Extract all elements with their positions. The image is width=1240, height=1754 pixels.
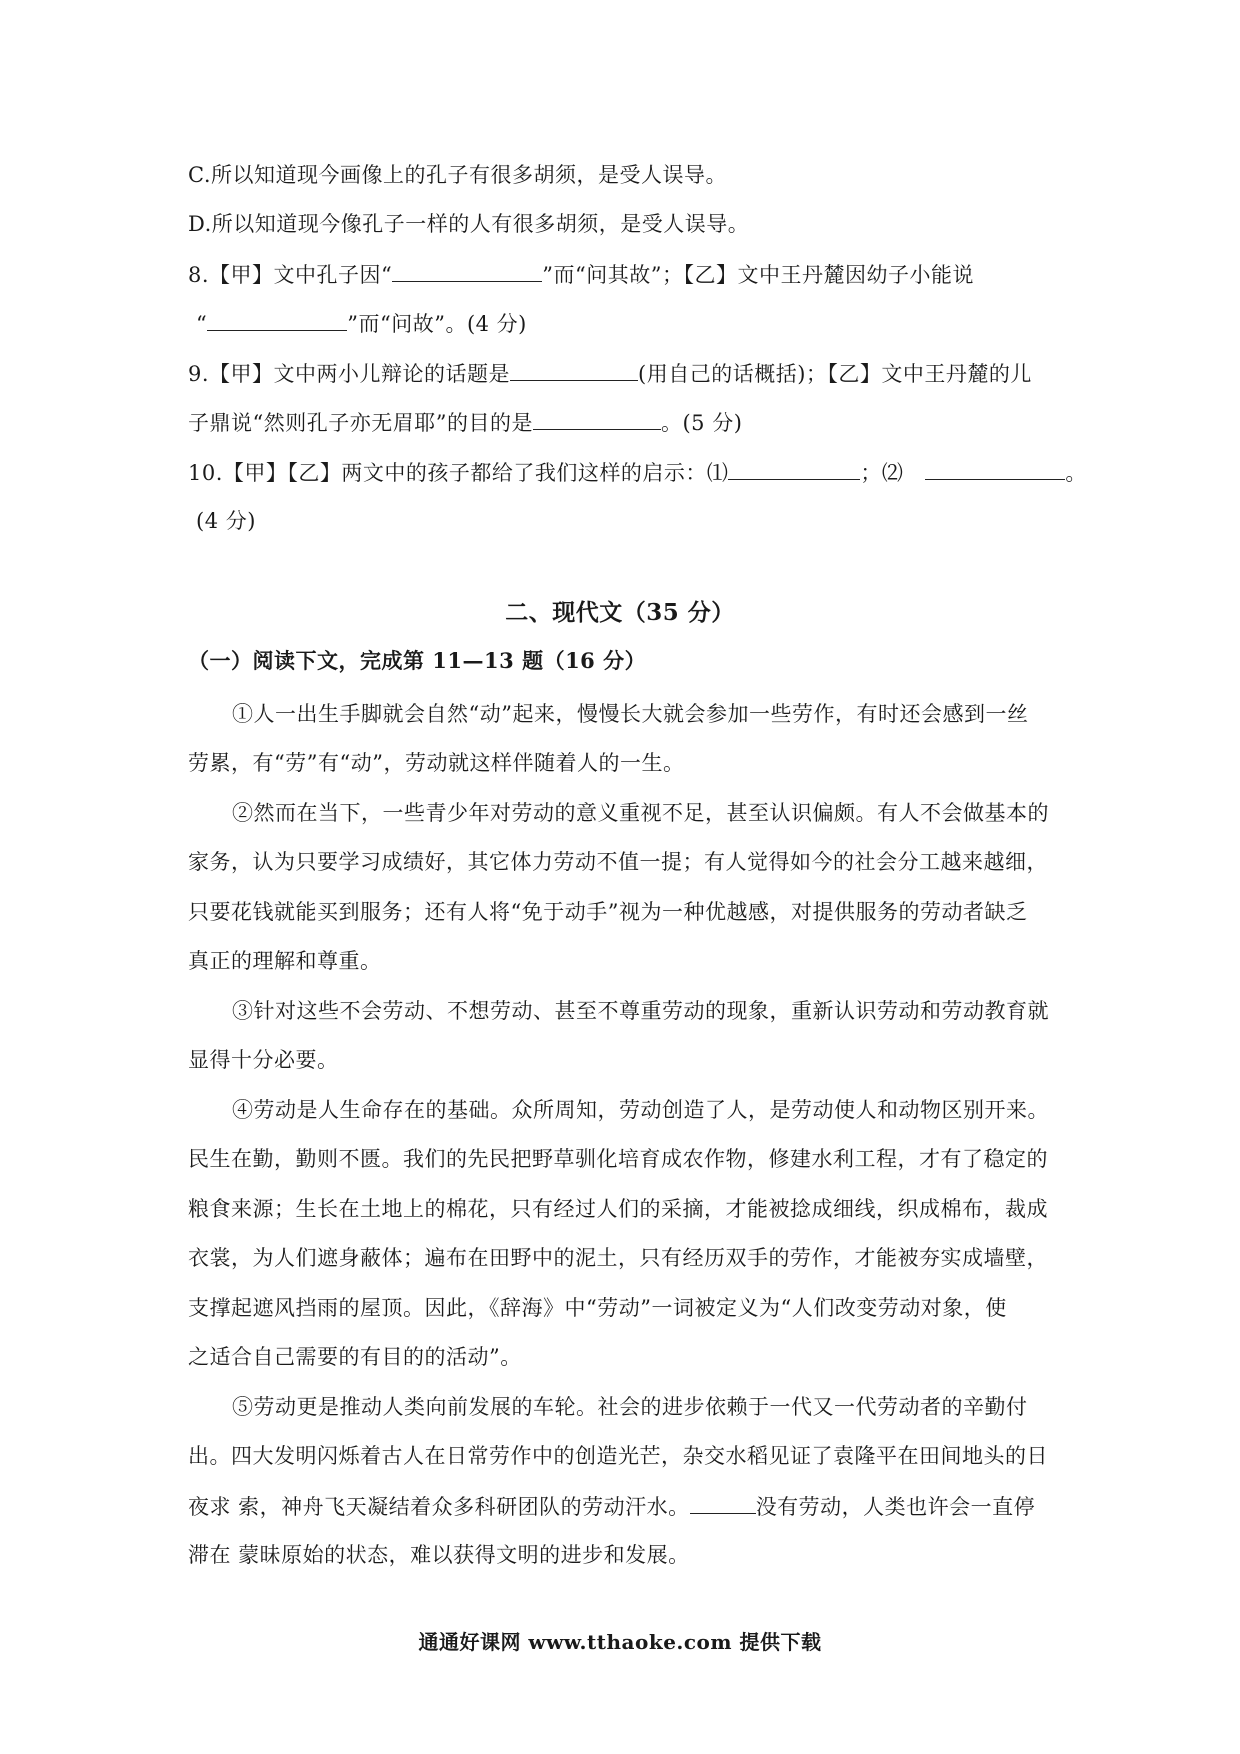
question-8-line-2 bbox=[196, 308, 527, 339]
answer-blank bbox=[392, 259, 542, 282]
question-9-text: (用自己的话概括)；【乙】文中王丹麓的儿 bbox=[638, 362, 1032, 386]
passage-line: 真正的理解和尊重。 bbox=[188, 949, 382, 973]
passage-line: ⑤劳动更是推动人类向前发展的车轮。社会的进步依赖于一代又一代劳动者的辛勤付 bbox=[232, 1395, 1028, 1419]
passage-line: ③针对这些不会劳动、不想劳动、甚至不尊重劳动的现象，重新认识劳动和劳动教育就 bbox=[232, 999, 1049, 1023]
question-9-line-1 bbox=[188, 358, 1032, 389]
passage-text: 夜求 索，神舟飞天凝结着众多科研团队的劳动汗水。 bbox=[188, 1495, 690, 1519]
question-8-line-1 bbox=[188, 259, 974, 290]
question-10-text: 10.【甲】【乙】两文中的孩子都给了我们这样的启示：⑴ bbox=[188, 461, 729, 485]
passage-line: 粮食来源；生长在土地上的棉花，只有经过人们的采摘，才能被捻成细线，织成棉布，裁成 bbox=[188, 1197, 1048, 1221]
passage-line: 支撑起遮风挡雨的屋顶。因此，《辞海》中“劳动”一词被定义为“人们改变劳动对象，使 bbox=[188, 1296, 1007, 1320]
section-title: 二、现代文（35 分） bbox=[505, 599, 735, 626]
answer-blank bbox=[728, 457, 860, 480]
section-subtitle: （一）阅读下文，完成第 11—13 题（16 分） bbox=[188, 648, 647, 673]
question-9-text: 子鼎说“然则孔子亦无眉耶”的目的是 bbox=[188, 411, 533, 435]
passage-text: 没有劳动，人类也许会一直停 bbox=[755, 1495, 1036, 1519]
question-10-line-1 bbox=[188, 457, 1087, 488]
passage-line: ②然而在当下，一些青少年对劳动的意义重视不足，甚至认识偏颇。有人不会做基本的 bbox=[232, 801, 1049, 825]
question-8-text: “ bbox=[196, 312, 208, 336]
passage-line: ①人一出生手脚就会自然“动”起来，慢慢长大就会参加一些劳作，有时还会感到一丝 bbox=[232, 702, 1029, 726]
passage-line: 只要花钱就能买到服务；还有人将“免于动手”视为一种优越感，对提供服务的劳动者缺乏 bbox=[188, 900, 1028, 924]
question-8-text: ”而“问故”。(4 分) bbox=[347, 312, 527, 336]
question-8-text: ”而“问其故”；【乙】文中王丹麓因幼子小能说 bbox=[542, 263, 974, 287]
question-9-line-2 bbox=[188, 407, 742, 438]
passage-line bbox=[188, 1491, 1035, 1522]
answer-blank bbox=[207, 308, 347, 331]
passage-line: 劳累，有“劳”有“动”，劳动就这样伴随着人的一生。 bbox=[188, 751, 685, 775]
answer-blank bbox=[925, 457, 1065, 480]
passage-line: 衣裳，为人们遮身蔽体；遍布在田野中的泥土，只有经历双手的劳作，才能被夯实成墙壁， bbox=[188, 1246, 1048, 1270]
passage-line: ④劳动是人生命存在的基础。众所周知，劳动创造了人，是劳动使人和动物区别开来。 bbox=[232, 1098, 1049, 1122]
page-footer: 通通好课网 www.tthaoke.com 提供下载 bbox=[418, 1630, 822, 1654]
option-c: C.所以知道现今画像上的孔子有很多胡须，是受人误导。 bbox=[188, 163, 727, 187]
answer-blank bbox=[533, 407, 661, 430]
passage-line: 滞在 蒙昧原始的状态，难以获得文明的进步和发展。 bbox=[188, 1543, 690, 1567]
answer-blank bbox=[510, 358, 638, 381]
passage-line: 显得十分必要。 bbox=[188, 1048, 339, 1072]
passage-line: 出。四大发明闪烁着古人在日常劳作中的创造光芒，杂交水稻见证了袁隆平在田间地头的日 bbox=[188, 1444, 1048, 1468]
option-d: D.所以知道现今像孔子一样的人有很多胡须，是受人误导。 bbox=[188, 212, 750, 236]
passage-line: 之适合自己需要的有目的的活动”。 bbox=[188, 1345, 522, 1369]
question-9-text: 。(5 分) bbox=[660, 411, 743, 435]
question-10-text: 。 bbox=[1065, 461, 1087, 485]
question-10-line-2: (4 分) bbox=[196, 509, 256, 533]
question-8-text: 8.【甲】文中孔子因“ bbox=[188, 263, 393, 287]
question-9-text: 9.【甲】文中两小儿辩论的话题是 bbox=[188, 362, 511, 386]
passage-line: 家务，认为只要学习成绩好，其它体力劳动不值一提；有人觉得如今的社会分工越来越细， bbox=[188, 850, 1048, 874]
answer-blank bbox=[690, 1491, 756, 1514]
question-10-text: ；⑵ bbox=[860, 461, 904, 485]
passage-line: 民生在勤，勤则不匮。我们的先民把野草驯化培育成农作物，修建水利工程，才有了稳定的 bbox=[188, 1147, 1048, 1171]
